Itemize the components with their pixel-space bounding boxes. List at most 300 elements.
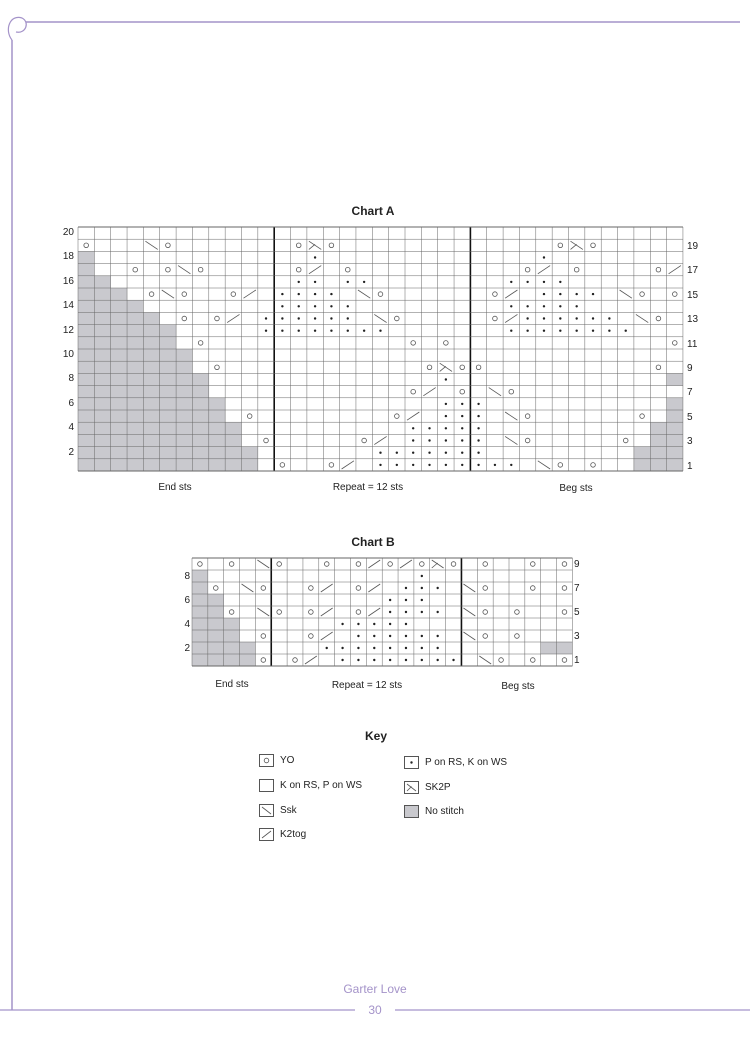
chart-a-row-number: 2 <box>68 446 74 458</box>
purl-symbol <box>477 415 479 417</box>
k2tog-icon <box>259 828 274 841</box>
no-stitch-cell <box>208 654 224 666</box>
no-stitch-cell <box>208 606 224 618</box>
yo-symbol <box>264 758 269 763</box>
purl-symbol <box>543 281 545 283</box>
chart-b-row-number: 2 <box>184 643 190 654</box>
purl-symbol <box>543 305 545 307</box>
purl-symbol <box>526 305 528 307</box>
purl-symbol <box>405 647 407 649</box>
purl-symbol <box>298 330 300 332</box>
purl-symbol <box>428 464 430 466</box>
purl-symbol <box>330 330 332 332</box>
purl-symbol <box>330 293 332 295</box>
no-stitch-cell <box>143 361 159 373</box>
no-stitch-cell <box>94 300 110 312</box>
no-stitch-cell <box>192 594 208 606</box>
chart-a-row-number: 5 <box>687 411 693 423</box>
key-item-ssk <box>259 804 297 817</box>
no-stitch-cell <box>78 434 94 446</box>
no-stitch-cell <box>160 422 176 434</box>
no-stitch-cell <box>94 276 110 288</box>
no-stitch-cell <box>111 325 127 337</box>
footer-book-title: Garter Love <box>343 982 407 996</box>
purl-symbol <box>592 330 594 332</box>
no-stitch-cell <box>94 398 110 410</box>
no-stitch-cell <box>127 361 143 373</box>
no-stitch-cell <box>127 447 143 459</box>
chart-b-row-number: 6 <box>184 595 190 606</box>
no-stitch-cell <box>160 398 176 410</box>
no-stitch-cell <box>634 459 650 471</box>
purl-symbol <box>543 317 545 319</box>
purl-symbol <box>347 330 349 332</box>
no-stitch-cell <box>78 422 94 434</box>
purl-symbol <box>445 378 447 380</box>
chart-b-repeat-label: Repeat = 12 sts <box>331 680 403 691</box>
chart-b-row-number: 1 <box>574 655 580 666</box>
purl-symbol <box>421 575 423 577</box>
purl-symbol <box>575 317 577 319</box>
no-stitch-cell <box>209 422 225 434</box>
no-stitch-cell <box>111 337 127 349</box>
purl-symbol <box>412 464 414 466</box>
purl-symbol <box>389 611 391 613</box>
no-stitch-cell <box>127 337 143 349</box>
purl-symbol <box>357 647 359 649</box>
no-stitch-cell <box>208 630 224 642</box>
no-stitch-cell <box>242 459 258 471</box>
purl-symbol <box>357 659 359 661</box>
purl-symbol <box>389 659 391 661</box>
key-item-label: SK2P <box>425 782 451 793</box>
purl-symbol <box>575 293 577 295</box>
purl-symbol <box>421 635 423 637</box>
purl-symbol <box>379 452 381 454</box>
yo-icon <box>259 754 274 767</box>
no-stitch-cell <box>176 361 192 373</box>
no-stitch-cell <box>634 447 650 459</box>
purl-symbol <box>477 452 479 454</box>
no-stitch-cell <box>94 459 110 471</box>
no-stitch-cell <box>94 349 110 361</box>
no-stitch-cell <box>192 630 208 642</box>
no-stitch-cell <box>143 434 159 446</box>
k2tog-symbol <box>262 831 271 838</box>
no-stitch-cell <box>160 373 176 385</box>
key-item-label: YO <box>280 755 295 766</box>
no-stitch-cell <box>224 654 240 666</box>
no-stitch-cell <box>78 312 94 324</box>
no-stitch-cell <box>94 386 110 398</box>
no-stitch-cell <box>160 459 176 471</box>
no-stitch-cell <box>94 361 110 373</box>
purl-symbol <box>347 317 349 319</box>
purl-symbol <box>314 317 316 319</box>
no-stitch-cell <box>225 434 241 446</box>
purl-symbol <box>330 317 332 319</box>
no-stitch-cell <box>143 422 159 434</box>
key-item-label: K2tog <box>280 829 307 840</box>
no-stitch-cell <box>127 386 143 398</box>
purl-symbol <box>389 599 391 601</box>
purl-symbol <box>373 623 375 625</box>
no-stitch-cell <box>78 361 94 373</box>
no-stitch-cell <box>143 373 159 385</box>
no-stitch-cell <box>541 642 557 654</box>
purl-symbol <box>421 659 423 661</box>
no-stitch-cell <box>209 410 225 422</box>
purl-symbol <box>445 464 447 466</box>
no-stitch-cell <box>111 410 127 422</box>
no-stitch-cell <box>176 434 192 446</box>
key-item-yo <box>259 754 294 767</box>
no-stitch-cell <box>667 373 683 385</box>
no-stitch-cell <box>111 288 127 300</box>
no-stitch-cell <box>127 410 143 422</box>
purl-symbol <box>396 464 398 466</box>
purl-symbol <box>494 464 496 466</box>
no-stitch-cell <box>160 447 176 459</box>
purl-symbol <box>281 293 283 295</box>
no-stitch-cell <box>94 410 110 422</box>
chart-a-row-number: 4 <box>68 422 74 434</box>
no-stitch-cell <box>192 642 208 654</box>
no-stitch-cell <box>94 422 110 434</box>
chart-a-beg-sts-label: Beg sts <box>559 483 593 494</box>
no-stitch-cell <box>225 459 241 471</box>
purl-symbol <box>363 330 365 332</box>
purl-symbol <box>347 305 349 307</box>
purl-symbol <box>405 599 407 601</box>
purl-symbol <box>314 256 316 258</box>
no-stitch-cell <box>192 459 208 471</box>
purl-symbol <box>436 611 438 613</box>
purl-symbol <box>314 293 316 295</box>
sk2p-symbol <box>407 784 416 791</box>
no-stitch-cell <box>94 312 110 324</box>
purl-symbol <box>461 427 463 429</box>
no-stitch-cell <box>143 325 159 337</box>
no-stitch-cell <box>192 434 208 446</box>
chart-b-row-number: 8 <box>184 571 190 582</box>
no-stitch-cell <box>94 447 110 459</box>
ssk-symbol <box>262 807 271 814</box>
no-stitch-cell <box>192 398 208 410</box>
no-stitch-cell <box>127 349 143 361</box>
chart-a-end-sts-label: End sts <box>158 482 192 493</box>
no-stitch-cell <box>127 459 143 471</box>
no-stitch-cell <box>94 373 110 385</box>
chart-a-row-number: 7 <box>687 387 693 399</box>
purl-symbol <box>428 439 430 441</box>
purl-symbol <box>436 647 438 649</box>
chart-a-row-number: 19 <box>687 241 699 252</box>
no-stitch-cell <box>192 373 208 385</box>
purl-symbol <box>461 415 463 417</box>
no-stitch-cell <box>209 398 225 410</box>
purl-symbol <box>389 635 391 637</box>
chart-a-repeat-label: Repeat = 12 sts <box>332 482 404 493</box>
no-stitch-cell <box>240 654 256 666</box>
no-stitch-cell <box>225 447 241 459</box>
no-stitch-cell <box>240 642 256 654</box>
purl-symbol <box>347 281 349 283</box>
no-stitch-cell <box>111 373 127 385</box>
purl-symbol <box>625 330 627 332</box>
purl-symbol <box>379 464 381 466</box>
no-stitch-cell <box>650 422 666 434</box>
no-stitch-cell <box>160 349 176 361</box>
no-stitch-cell <box>242 447 258 459</box>
no-stitch-cell <box>78 447 94 459</box>
chart-a-title: Chart A <box>351 204 395 218</box>
purl-symbol <box>436 659 438 661</box>
purl-symbol <box>421 611 423 613</box>
no-stitch-cell <box>192 618 208 630</box>
chart-a-row-number: 20 <box>62 227 74 238</box>
purl-symbol <box>477 403 479 405</box>
key-item-knit <box>259 779 362 792</box>
purl-symbol <box>341 659 343 661</box>
purl-symbol <box>379 330 381 332</box>
purl-symbol <box>396 452 398 454</box>
no-stitch-cell <box>111 398 127 410</box>
no-stitch-cell <box>208 618 224 630</box>
key-item-label: Ssk <box>280 805 297 816</box>
purl-symbol <box>405 587 407 589</box>
no-stitch-cell <box>176 422 192 434</box>
no-stitch-cell <box>78 276 94 288</box>
no-stitch-cell <box>209 434 225 446</box>
ssk-icon <box>259 804 274 817</box>
purl-symbol <box>445 427 447 429</box>
key-item-k2tog <box>259 828 306 841</box>
chart-b-end-sts-label: End sts <box>215 679 249 690</box>
chart-a-row-number: 15 <box>687 289 699 301</box>
no-stitch-cell <box>667 447 683 459</box>
no-stitch-cell <box>111 300 127 312</box>
purl-symbol <box>543 256 545 258</box>
purl-symbol <box>265 330 267 332</box>
no-stitch-cell <box>111 386 127 398</box>
purl-symbol <box>608 317 610 319</box>
purl-symbol <box>436 635 438 637</box>
no-stitch-cell <box>127 300 143 312</box>
no-stitch-cell <box>160 434 176 446</box>
purl-symbol <box>326 647 328 649</box>
no-stitch-cell <box>209 447 225 459</box>
no-stitch-cell <box>78 251 94 263</box>
purl-symbol <box>357 623 359 625</box>
no-stitch-cell <box>143 349 159 361</box>
purl-symbol <box>373 659 375 661</box>
no-stitch-cell <box>225 422 241 434</box>
purl-symbol <box>461 439 463 441</box>
purl-symbol <box>445 439 447 441</box>
purl-symbol <box>452 659 454 661</box>
purl-symbol <box>363 281 365 283</box>
no-stitch-cell <box>208 642 224 654</box>
no-stitch-cell <box>192 570 208 582</box>
purl-symbol <box>559 281 561 283</box>
no-stitch-cell <box>192 422 208 434</box>
no-stitch-cell <box>127 325 143 337</box>
purl-symbol <box>405 635 407 637</box>
no-stitch-cell <box>143 386 159 398</box>
no-stitch-cell <box>127 312 143 324</box>
key-item-label: P on RS, K on WS <box>425 757 508 768</box>
no-stitch-cell <box>650 447 666 459</box>
purl-icon <box>404 756 419 769</box>
purl-symbol <box>575 305 577 307</box>
no-stitch-cell <box>143 410 159 422</box>
purl-symbol <box>510 281 512 283</box>
chart-b-beg-sts-label: Beg sts <box>501 681 535 692</box>
purl-symbol <box>405 623 407 625</box>
purl-symbol <box>461 464 463 466</box>
purl-symbol <box>298 281 300 283</box>
chart-b-row-number: 5 <box>574 607 580 618</box>
no-stitch-cell <box>111 422 127 434</box>
no-stitch-cell <box>94 337 110 349</box>
purl-symbol <box>477 427 479 429</box>
no-stitch-cell <box>111 349 127 361</box>
no-stitch-cell <box>650 459 666 471</box>
purl-symbol <box>428 427 430 429</box>
no-stitch-cell <box>127 422 143 434</box>
purl-symbol <box>405 659 407 661</box>
purl-symbol <box>559 330 561 332</box>
purl-symbol <box>412 439 414 441</box>
purl-symbol <box>461 452 463 454</box>
chart-a-row-number: 6 <box>68 397 74 409</box>
no-stitch-cell <box>111 312 127 324</box>
no-stitch-cell <box>208 594 224 606</box>
key-item-nostitch <box>404 805 464 818</box>
chart-a-row-number: 10 <box>62 349 74 360</box>
no-stitch-cell <box>192 606 208 618</box>
purl-symbol <box>461 403 463 405</box>
no-stitch-cell <box>143 312 159 324</box>
purl-symbol <box>592 317 594 319</box>
chart-a-gridlines <box>78 227 683 471</box>
purl-symbol <box>428 452 430 454</box>
chart-b-title: Chart B <box>351 535 395 549</box>
chart-a-row-number: 11 <box>687 338 698 350</box>
no-stitch-cell <box>78 349 94 361</box>
no-stitch-cell <box>127 434 143 446</box>
purl-symbol <box>298 305 300 307</box>
no-stitch-cell <box>78 410 94 422</box>
no-stitch-cell <box>78 337 94 349</box>
purl-symbol <box>281 305 283 307</box>
purl-symbol <box>526 281 528 283</box>
purl-symbol <box>543 293 545 295</box>
no-stitch-cell <box>667 410 683 422</box>
purl-symbol <box>575 330 577 332</box>
purl-symbol <box>373 647 375 649</box>
purl-symbol <box>477 464 479 466</box>
chart-a-row-number: 18 <box>62 251 74 263</box>
chart-a-row-number: 12 <box>62 324 74 336</box>
no-stitch-cell <box>176 398 192 410</box>
no-stitch-cell <box>143 337 159 349</box>
purl-symbol <box>510 330 512 332</box>
no-stitch-cell <box>557 642 573 654</box>
no-stitch-cell <box>127 373 143 385</box>
purl-symbol <box>410 761 412 763</box>
purl-symbol <box>412 452 414 454</box>
no-stitch-cell <box>143 398 159 410</box>
no-stitch-cell <box>160 337 176 349</box>
no-stitch-cell <box>94 325 110 337</box>
chart-a-row-number: 16 <box>62 275 74 287</box>
key-item-purl <box>404 756 507 769</box>
purl-symbol <box>526 317 528 319</box>
no-stitch-cell <box>78 386 94 398</box>
no-stitch-cell <box>224 618 240 630</box>
purl-symbol <box>477 439 479 441</box>
purl-symbol <box>559 317 561 319</box>
purl-symbol <box>357 635 359 637</box>
purl-symbol <box>412 427 414 429</box>
chart-a-row-number: 13 <box>687 314 699 326</box>
no-stitch-cell <box>160 361 176 373</box>
chart-a-row-number: 9 <box>687 363 693 374</box>
purl-symbol <box>421 647 423 649</box>
purl-symbol <box>330 305 332 307</box>
purl-symbol <box>314 305 316 307</box>
chart-b-row-number: 4 <box>184 619 190 630</box>
no-stitch-cell <box>127 398 143 410</box>
key-title: Key <box>364 729 387 743</box>
no-stitch-cell <box>78 288 94 300</box>
no-stitch-cell <box>111 434 127 446</box>
purl-symbol <box>510 305 512 307</box>
purl-symbol <box>436 587 438 589</box>
no-stitch-cell <box>94 434 110 446</box>
purl-symbol <box>389 647 391 649</box>
purl-symbol <box>341 647 343 649</box>
purl-symbol <box>608 330 610 332</box>
no-stitch-cell <box>192 582 208 594</box>
purl-symbol <box>592 293 594 295</box>
purl-symbol <box>445 415 447 417</box>
chart-a-row-number: 14 <box>62 300 74 312</box>
purl-symbol <box>559 305 561 307</box>
no-stitch-cell <box>78 398 94 410</box>
no-stitch-cell <box>160 386 176 398</box>
chart-b-row-number: 9 <box>574 559 580 570</box>
purl-symbol <box>265 317 267 319</box>
no-stitch-cell <box>176 349 192 361</box>
purl-symbol <box>445 452 447 454</box>
key-item-label: No stitch <box>425 806 464 817</box>
chart-a-row-number: 3 <box>687 436 693 448</box>
no-stitch-cell <box>78 300 94 312</box>
chart-a-row-number: 17 <box>687 265 699 277</box>
no-stitch-cell <box>94 288 110 300</box>
purl-symbol <box>341 623 343 625</box>
no-stitch-cell <box>405 806 418 817</box>
no-stitch-cell <box>650 434 666 446</box>
no-stitch-cell <box>143 459 159 471</box>
no-stitch-cell <box>224 642 240 654</box>
purl-symbol <box>373 635 375 637</box>
purl-symbol <box>445 403 447 405</box>
no-stitch-cell <box>224 630 240 642</box>
